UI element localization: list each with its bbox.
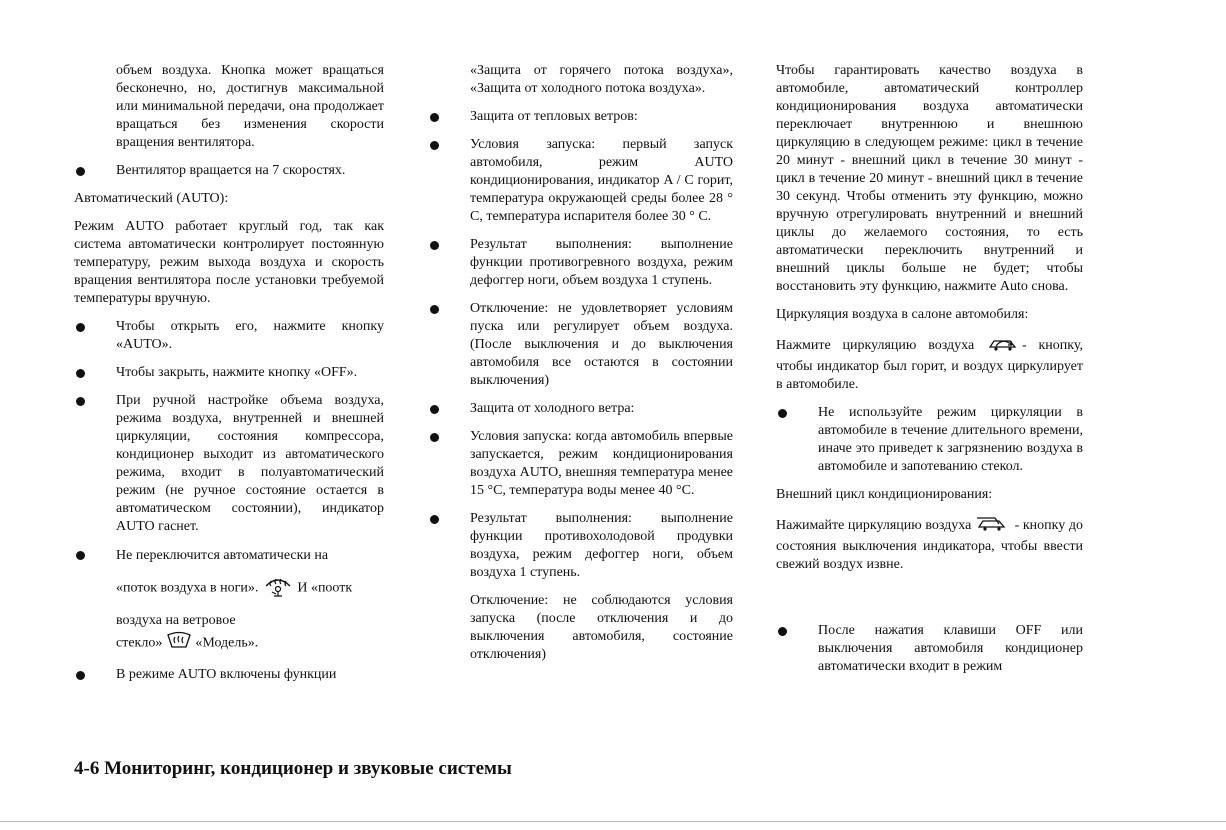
- paragraph: Чтобы гарантировать качество воздуха в автомобиле, автоматический контроллер кондиционирования воздуха автоматически переключает внутреннюю и внешнюю циркуляцию в следующем режиме: цикл в течение 20 минут - внешний цикл в течение 30 минут - цикл в течение 20 минут - внешний цикл в течение 30 секунд. Чтобы отменить эту функцию, можно вручную отрегулировать внутренний и внешний циклы до желаемого состояния, то есть автоматически переключить внутренний и внешний циклы больше не будет; чтобы восстановить эту функцию, нажмите Auto снова.: [776, 63, 1083, 294]
- recirculation-icon: [986, 334, 1022, 358]
- paragraph: Нажмите циркуляцию воздуха - кнопку, чтобы индикатор был горит, и воздух циркулирует в автомобиле.: [776, 334, 1083, 394]
- paragraph: Режим AUTO работает круглый год, так как система автоматически контролирует постоянную температуру, режим выхода воздуха и скорость вращения вентилятора после установки требуемой температуры вручную.: [74, 219, 384, 306]
- section-heading: Внешний цикл кондиционирования:: [776, 487, 993, 502]
- windshield-defrost-icon: [166, 631, 192, 656]
- bullet-icon: [430, 241, 439, 250]
- bullet-icon: [430, 141, 439, 150]
- column-right: [776, 62, 1083, 686]
- bullet-icon: [76, 397, 85, 406]
- list-item: Чтобы закрыть, нажмите кнопку «OFF».: [74, 364, 384, 382]
- bullet-icon: [430, 405, 439, 414]
- page-footer-title: 4-6 Мониторинг, кондиционер и звуковые системы: [74, 758, 512, 779]
- bullet-icon: [430, 433, 439, 442]
- bullet-icon: [76, 551, 85, 560]
- bullet-icon: [430, 305, 439, 314]
- paragraph-continuation: объем воздуха. Кнопка может вращаться бесконечно, но, достигнув максимальной или минимальной передачи, она продолжает вращаться без изменения скорости вращения вентилятора.: [116, 63, 384, 150]
- list-item: Условия запуска: когда автомобиль впервые запускается, режим кондиционирования воздуха AUTO, внешняя температура менее 15 °C, температура воды менее 40 °C.: [428, 428, 733, 500]
- column-middle: [428, 62, 733, 674]
- bullet-icon: [778, 409, 787, 418]
- list-item: Результат выполнения: выполнение функции противогревного воздуха, режим дефоггер ноги, объем воздуха 1 ступень.: [428, 236, 733, 290]
- paragraph-continuation: «Защита от горячего потока воздуха», «Защита от холодного потока воздуха».: [470, 63, 733, 96]
- foot-defrost-icon: [262, 572, 294, 605]
- section-heading: Автоматический (AUTO):: [74, 191, 229, 206]
- list-item: В режиме AUTO включены функции: [74, 666, 384, 684]
- bullet-icon: [430, 515, 439, 524]
- list-item: Защита от холодного ветра:: [428, 400, 733, 418]
- list-item: Результат выполнения: выполнение функции противохолодовой продувки воздуха, режим дефоггер ноги, объем воздуха 1 ступень.: [428, 510, 733, 582]
- list-item: Защита от тепловых ветров:: [428, 108, 733, 126]
- bullet-icon: [76, 167, 85, 176]
- paragraph: Отключение: не соблюдаются условия запуска (после отключения и до выключения автомобиля, состояние отключения): [470, 593, 733, 662]
- bullet-icon: [76, 323, 85, 332]
- bullet-icon: [778, 627, 787, 636]
- fresh-air-icon: [975, 514, 1011, 538]
- list-item: Вентилятор вращается на 7 скоростях.: [74, 162, 384, 180]
- bullet-icon: [430, 113, 439, 122]
- bullet-icon: [76, 671, 85, 680]
- paragraph: Нажимайте циркуляцию воздуха - кнопку до состояния выключения индикатора, чтобы ввести свежий воздух извне.: [776, 514, 1083, 574]
- list-item: После нажатия клавиши OFF или выключения автомобиля кондиционер автоматически входит в режим: [776, 622, 1083, 676]
- list-item: Отключение: не удовлетворяет условиям пуска или регулирует объем воздуха. (После выключения и до выключения автомобиля все остаются в состоянии выключения): [428, 300, 733, 390]
- column-left: [74, 62, 384, 694]
- section-heading: Циркуляция воздуха в салоне автомобиля:: [776, 307, 1029, 322]
- list-item: Не используйте режим циркуляции в автомобиле в течение длительного времени, иначе это приведет к загрязнению воздуха в автомобиле и запотеванию стекол.: [776, 404, 1083, 476]
- list-item: Чтобы открыть его, нажмите кнопку «AUTO».: [74, 318, 384, 354]
- list-item: Условия запуска: первый запуск автомобиля, режим AUTO кондиционирования, индикатор A / C горит, температура окружающей среды более 28 ° C, температура испарителя более 30 ° C.: [428, 136, 733, 226]
- list-item: Не переключится автоматически на «поток воздуха в ноги». И «поотк воздуха на ветровое стекло» «Модель».: [74, 546, 384, 656]
- bullet-icon: [76, 369, 85, 378]
- list-item: При ручной настройке объема воздуха, режима воздуха, внутренней и внешней циркуляции, состояния компрессора, кондиционер выходит из автоматического режима, входит в полуавтоматический режим (не ручное состояние остается в автоматическом состоянии), индикатор AUTO гаснет.: [74, 392, 384, 536]
